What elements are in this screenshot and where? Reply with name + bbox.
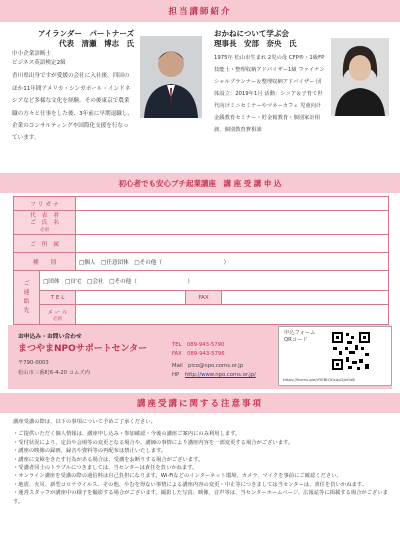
qr-box [278, 326, 392, 386]
contact-hp-label: HP [172, 372, 180, 378]
notice-item: ・オンライン講座を受講の際の通信料は自己負担になります。Wi-Fiなどのインターネット環境、カメラ、マイクを事前にご確認ください。 [13, 473, 342, 480]
mail-input[interactable] [76, 305, 389, 325]
affiliation-label: ご 所 属 [14, 235, 76, 253]
contact-options[interactable]: □団体 □自宅 □会社 □その他（ ） [40, 271, 389, 291]
instructor1-bio: 香川県出身ですが愛媛の会社に入社後、四国のほか11年間アメリカ・シンガポール・インドネシアなど多様な文化を経験。その後東京で農業職の方々と仕事をした後、3年前に早期退職し、企業のコンサルティングや国際化支援を行なっています。 [12, 73, 134, 142]
type-label: 種 別 [14, 253, 76, 271]
contact-tel: TEL 089-943-5790 [172, 342, 225, 348]
name-label-cell [14, 211, 76, 235]
contact-label: ご 連 絡 先 [14, 271, 40, 325]
contact-address: 松山市三番町6-4-20 コムズ内 [18, 370, 90, 376]
affiliation-input[interactable] [76, 235, 389, 253]
notice-intro: 講座受講の際は、以下の事項について予めご了承ください。 [13, 419, 156, 425]
notice-item: ・受付状況により、定員や会場等の変更となる場合や、講師の事情により講座内容を一部変更する場合がございます。 [13, 439, 294, 446]
notice-item: ・地震、火災、新型コロナウイルス、その他、やむを得ない事情による講座内容の変更・中止等につきましては当センターは、責任を負いかねます。 [13, 481, 367, 488]
qr-code-icon[interactable] [331, 331, 371, 371]
instructor2-photo [331, 38, 389, 116]
type-options[interactable]: □個人 □任意団体 □その他（ ） [76, 253, 389, 271]
notice-item: ・講座に支障をきたす行為がある場合は、受講をお断りする場合がございます。 [13, 456, 204, 463]
contact-mail[interactable]: Mail pico@npo.coms.or.jp [172, 363, 244, 369]
name-label: 代 表 者 ご 氏 名 [30, 212, 59, 226]
form-title: 初心者でも安心プチ起業講座 講 座 受 講 申 込 [0, 173, 400, 193]
application-form [13, 196, 389, 325]
qr-label: 申込フォーム QRコード [284, 330, 316, 343]
required-badge: 必須 [40, 227, 49, 233]
instructor2-bio: 1975年 松山市生まれ 2児の母 CFP®・1級FP技能士・整理収納アドバイザー1級 ファイナンシャルプランナー＆整理収納アドバイザー 団体設立：2019年1月 活動：シニア＆子育て世代向けミニセミナーやマネーカフェ 児童向け金銭教育セミナー・貯金箱教育・個別家計相談、個別教育費相談 [214, 55, 325, 133]
notice-header [0, 393, 400, 413]
mail-required-badge: 必須 [53, 316, 62, 322]
mail-label-cell [40, 305, 76, 325]
contact-hp-row [172, 371, 256, 379]
tel-input[interactable] [76, 291, 186, 305]
notice-body [13, 418, 391, 506]
notice-item: ・ご提供いただく個人情報は、講座申し込み・参加確認・今後の講座ご案内にのみ利用します。 [13, 431, 241, 438]
notice-item: ・受講者同士のトラブルにつきましては、当センターは責任を負いかねます。 [13, 465, 198, 472]
instructor1-org: アイランダー パートナーズ [37, 29, 134, 38]
contact-hp-link[interactable]: http://www.npo.coms.or.jp/ [184, 372, 256, 378]
fax-input[interactable] [222, 291, 389, 305]
instructor1-block [12, 29, 134, 145]
notice-title: 講座受講に関する注意事項 [136, 399, 263, 409]
instructor1-qual-2: ビジネス英語検定2級 [12, 60, 66, 67]
fax-label: FAX [186, 291, 222, 305]
mail-label: メ ー ル [47, 309, 68, 316]
section-header [0, 0, 400, 22]
instructor2-name: 理事長 安部 奈央 氏 [214, 38, 297, 48]
notice-item: ・運営スタッフが講座中の様子を撮影する場合がございます。撮影した写真、映像、音声等は、当センターホームページ、広報誌等に掲載する場合がございます。 [13, 490, 388, 505]
furigana-input[interactable] [76, 197, 389, 211]
contact-postal: 〒790-0003 [18, 360, 49, 366]
contact-heading: お申込み・お問い合わせ [18, 334, 82, 340]
instructor1-qual-1: 中小企業診断士 [12, 51, 52, 57]
instructor1-photo [140, 36, 202, 118]
instructor2-block [214, 29, 326, 136]
contact-org: まつやまNPOサポートセンター [18, 344, 148, 354]
name-input[interactable] [76, 211, 389, 235]
qr-url: https://forms.gle/rFiEBtQGcqu2jeGd8 [283, 377, 355, 382]
tel-label: T E L [40, 291, 76, 305]
notice-item: ・講座の映像の録画、録音や資料等の再配布は禁止いたします。 [13, 448, 167, 455]
section-title: 担当講師紹介 [168, 7, 232, 17]
furigana-label: フ リ ガ ナ [14, 197, 76, 211]
instructor2-org: おかねについて学ぶ会 [214, 29, 289, 38]
contact-fax: FAX 089-943-5796 [172, 351, 225, 357]
instructor1-name: 代表 清瀬 博志 氏 [59, 38, 134, 48]
